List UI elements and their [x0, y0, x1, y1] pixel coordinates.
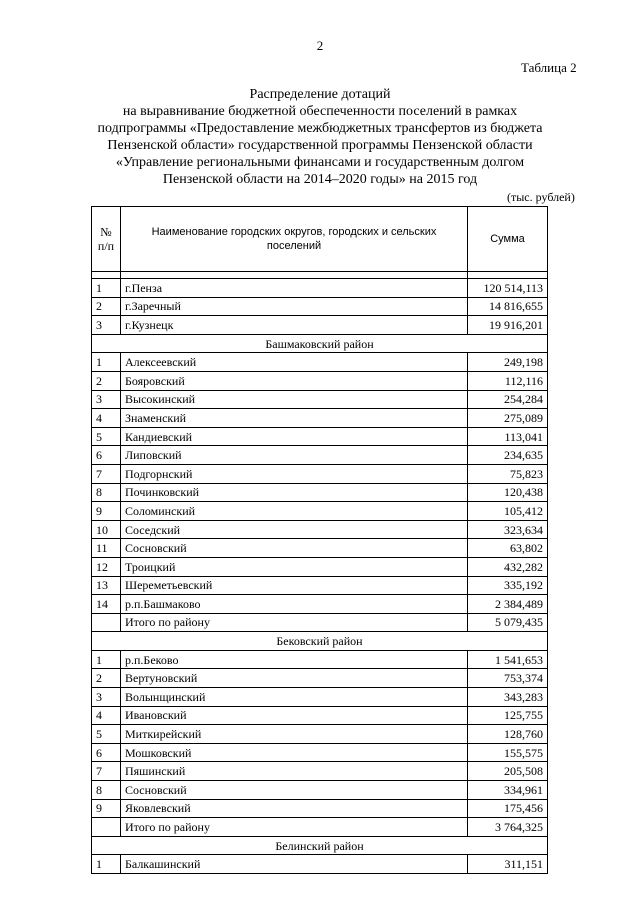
settlement-name-cell: Вертуновский — [121, 669, 468, 688]
amount-cell: 3 764,325 — [468, 818, 548, 837]
amount-cell: 128,760 — [468, 725, 548, 744]
table-row — [92, 371, 548, 390]
settlement-name-cell: Миткирейский — [121, 725, 468, 744]
table-row — [92, 781, 548, 800]
table-row — [92, 725, 548, 744]
amount-cell: 112,116 — [468, 371, 548, 390]
row-number-cell: 2 — [92, 297, 121, 316]
table-row — [92, 706, 548, 725]
row-number-cell: 8 — [92, 781, 121, 800]
settlement-name-cell: Ивановский — [121, 706, 468, 725]
table-row — [92, 279, 548, 298]
table-row — [92, 464, 548, 483]
table-row — [92, 688, 548, 707]
amount-cell: 175,456 — [468, 799, 548, 818]
settlement-name-cell: р.п.Беково — [121, 650, 468, 669]
section-row — [92, 836, 548, 855]
row-number-cell: 7 — [92, 762, 121, 781]
page-number: 2 — [316, 38, 324, 53]
header-spacer — [92, 272, 121, 279]
settlement-name-cell: Шереметьевский — [121, 576, 468, 595]
settlement-name-cell: Волынщинский — [121, 688, 468, 707]
settlement-name-cell: Яковлевский — [121, 799, 468, 818]
header-sum — [468, 207, 548, 272]
row-number-cell: 10 — [92, 520, 121, 539]
row-number-cell: 9 — [92, 502, 121, 521]
table-row — [92, 409, 548, 428]
header-spacer — [121, 272, 468, 279]
amount-cell: 19 916,201 — [468, 316, 548, 335]
row-number-cell: 2 — [92, 669, 121, 688]
row-number-cell: 5 — [92, 427, 121, 446]
settlement-name-cell: Троицкий — [121, 557, 468, 576]
amount-cell: 335,192 — [468, 576, 548, 595]
row-number-cell: 9 — [92, 799, 121, 818]
document-title — [80, 86, 560, 188]
table-label: Таблица 2 — [521, 60, 577, 75]
table-row — [92, 595, 548, 614]
row-number-cell: 5 — [92, 725, 121, 744]
subsidy-table — [91, 206, 548, 874]
title-line: Пензенской области на 2014–2020 годы» на 2015 год — [162, 172, 478, 187]
table-row — [92, 316, 548, 335]
row-number-cell: 6 — [92, 743, 121, 762]
table-row — [92, 390, 548, 409]
title-line: подпрограммы «Предоставление межбюджетных трансфертов из бюджета — [97, 121, 543, 136]
table-row — [92, 557, 548, 576]
table-row — [92, 483, 548, 502]
row-number-cell: 1 — [92, 650, 121, 669]
settlement-name-cell: Итого по району — [121, 613, 468, 632]
title-line: «Управление региональными финансами и государственным долгом — [115, 155, 525, 170]
row-number-cell: 13 — [92, 576, 121, 595]
settlement-name-cell: Пяшинский — [121, 762, 468, 781]
row-number-cell: 1 — [92, 279, 121, 298]
amount-cell: 334,961 — [468, 781, 548, 800]
amount-cell: 63,802 — [468, 539, 548, 558]
amount-cell: 5 079,435 — [468, 613, 548, 632]
total-row — [92, 818, 548, 837]
title-line: на выравнивание бюджетной обеспеченности поселений в рамках — [122, 104, 518, 119]
row-number-cell: 12 — [92, 557, 121, 576]
settlement-name-cell: Подгорнский — [121, 464, 468, 483]
section-row — [92, 334, 548, 353]
table-row — [92, 855, 548, 874]
settlement-name-cell: г.Заречный — [121, 297, 468, 316]
settlement-name-cell: Соседский — [121, 520, 468, 539]
amount-cell: 249,198 — [468, 353, 548, 372]
amount-cell: 120 514,113 — [468, 279, 548, 298]
row-number-cell: 3 — [92, 316, 121, 335]
header-num-label: № п/п — [97, 225, 115, 253]
amount-cell: 14 816,655 — [468, 297, 548, 316]
table-row — [92, 297, 548, 316]
settlement-name-cell: Знаменский — [121, 409, 468, 428]
row-number-cell: 14 — [92, 595, 121, 614]
row-number-cell: 4 — [92, 409, 121, 428]
amount-cell: 234,635 — [468, 446, 548, 465]
amount-cell: 311,151 — [468, 855, 548, 874]
header-spacer — [468, 272, 548, 279]
header-name — [121, 207, 468, 272]
settlement-name-cell: Починковский — [121, 483, 468, 502]
settlement-name-cell: Алексеевский — [121, 353, 468, 372]
settlement-name-cell: Бояровский — [121, 371, 468, 390]
amount-cell: 323,634 — [468, 520, 548, 539]
settlement-name-cell: Липовский — [121, 446, 468, 465]
settlement-name-cell: Итого по району — [121, 818, 468, 837]
settlement-name-cell: Соломинский — [121, 502, 468, 521]
table-row — [92, 743, 548, 762]
row-number-cell: 7 — [92, 464, 121, 483]
table-row — [92, 520, 548, 539]
amount-cell: 155,575 — [468, 743, 548, 762]
settlement-name-cell: г.Кузнецк — [121, 316, 468, 335]
title-line: Распределение дотаций — [249, 87, 391, 102]
amount-cell: 432,282 — [468, 557, 548, 576]
amount-cell: 113,041 — [468, 427, 548, 446]
row-number-cell: 3 — [92, 688, 121, 707]
row-number-cell — [92, 613, 121, 632]
amount-cell: 275,089 — [468, 409, 548, 428]
settlement-name-cell: Балкашинский — [121, 855, 468, 874]
table-row — [92, 353, 548, 372]
table-row — [92, 650, 548, 669]
table-row — [92, 539, 548, 558]
amount-cell: 343,283 — [468, 688, 548, 707]
amount-cell: 75,823 — [468, 464, 548, 483]
settlement-name-cell: Сосновский — [121, 539, 468, 558]
amount-cell: 105,412 — [468, 502, 548, 521]
row-number-cell: 4 — [92, 706, 121, 725]
header-sum-label: Сумма — [490, 233, 525, 245]
table-row — [92, 427, 548, 446]
row-number-cell: 11 — [92, 539, 121, 558]
title-line: Пензенской области» государственной программы Пензенской области — [107, 138, 533, 153]
amount-cell: 254,284 — [468, 390, 548, 409]
table-header-row — [92, 207, 548, 272]
section-title: Белинский район — [92, 836, 548, 855]
table-row — [92, 669, 548, 688]
header-name-label: Наименование городских округов, городских и сельских поселений — [151, 226, 437, 252]
settlement-name-cell: Мошковский — [121, 743, 468, 762]
amount-cell: 753,374 — [468, 669, 548, 688]
amount-cell: 125,755 — [468, 706, 548, 725]
row-number-cell: 3 — [92, 390, 121, 409]
table-row — [92, 762, 548, 781]
total-row — [92, 613, 548, 632]
header-num — [92, 207, 121, 272]
row-number-cell: 2 — [92, 371, 121, 390]
units-label: (тыс. рублей) — [507, 190, 575, 204]
amount-cell: 1 541,653 — [468, 650, 548, 669]
table-row — [92, 576, 548, 595]
settlement-name-cell: Высокинский — [121, 390, 468, 409]
table-row — [92, 446, 548, 465]
amount-cell: 2 384,489 — [468, 595, 548, 614]
settlement-name-cell: Сосновский — [121, 781, 468, 800]
settlement-name-cell: г.Пенза — [121, 279, 468, 298]
section-title: Башмаковский район — [92, 334, 548, 353]
amount-cell: 205,508 — [468, 762, 548, 781]
row-number-cell — [92, 818, 121, 837]
row-number-cell: 1 — [92, 353, 121, 372]
table-row — [92, 799, 548, 818]
row-number-cell: 6 — [92, 446, 121, 465]
row-number-cell: 8 — [92, 483, 121, 502]
table-row — [92, 502, 548, 521]
settlement-name-cell: р.п.Башмаково — [121, 595, 468, 614]
section-title: Бековский район — [92, 632, 548, 651]
row-number-cell: 1 — [92, 855, 121, 874]
section-row — [92, 632, 548, 651]
amount-cell: 120,438 — [468, 483, 548, 502]
settlement-name-cell: Кандиевский — [121, 427, 468, 446]
